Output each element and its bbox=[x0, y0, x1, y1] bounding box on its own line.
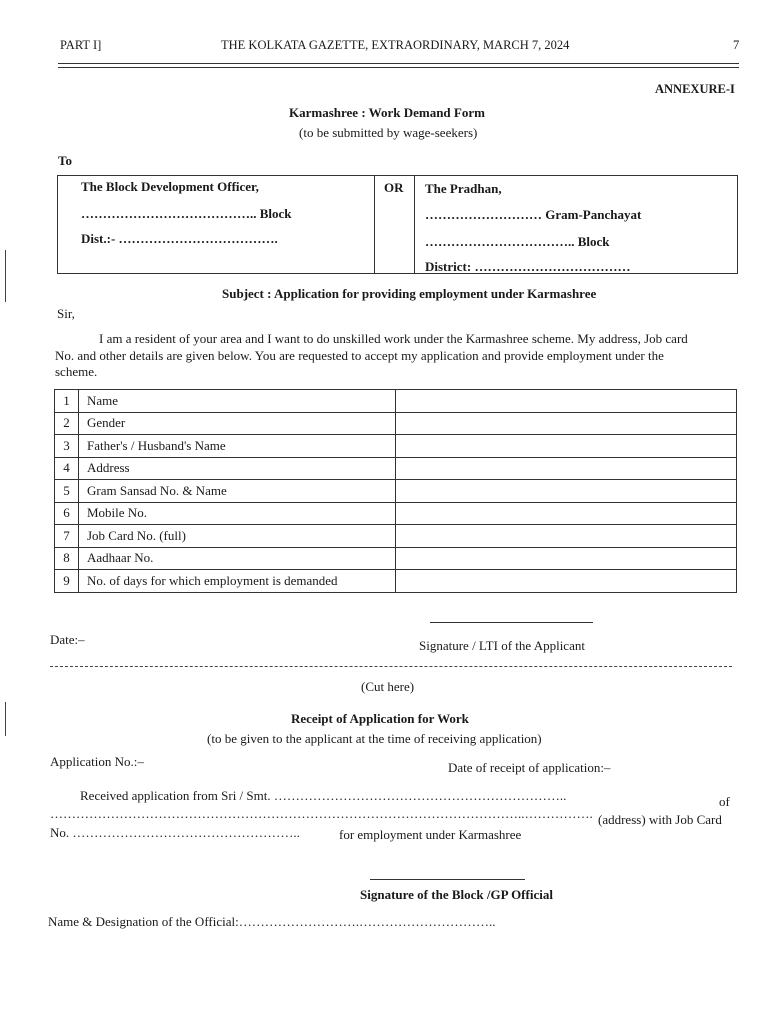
row-number: 9 bbox=[55, 570, 79, 593]
row-label: Address bbox=[79, 457, 396, 480]
body-line-1: I am a resident of your area and I want to do unskilled work under the Karmashree scheme. My address, Job card bbox=[99, 331, 688, 346]
gender-value-cell[interactable] bbox=[396, 412, 737, 435]
form-title: Karmashree : Work Demand Form bbox=[289, 105, 485, 120]
job-card-value-cell[interactable] bbox=[396, 525, 737, 548]
official-signature-label: Signature of the Block /GP Official bbox=[360, 887, 553, 902]
row-number: 4 bbox=[55, 457, 79, 480]
row-label: Gram Sansad No. & Name bbox=[79, 480, 396, 503]
row-label: Job Card No. (full) bbox=[79, 525, 396, 548]
row-label: Father's / Husband's Name bbox=[79, 435, 396, 458]
row-number: 3 bbox=[55, 435, 79, 458]
gram-sansad-value-cell[interactable] bbox=[396, 480, 737, 503]
addressee-divider-left bbox=[374, 176, 375, 273]
page-number: 7 bbox=[733, 38, 740, 52]
header-rule-bottom bbox=[58, 67, 739, 68]
or-label: OR bbox=[384, 180, 404, 195]
job-card-number-field: No. …………………………………………….. bbox=[50, 825, 300, 840]
received-of: of bbox=[719, 794, 730, 809]
row-number: 2 bbox=[55, 412, 79, 435]
table-row bbox=[55, 525, 737, 548]
application-number-label: Application No.:– bbox=[50, 754, 144, 769]
bdo-label: The Block Development Officer, bbox=[81, 179, 259, 194]
table-row bbox=[55, 547, 737, 570]
scan-margin-mark bbox=[5, 250, 6, 302]
addressee-divider-right bbox=[414, 176, 415, 273]
table-row bbox=[55, 480, 737, 503]
row-number: 8 bbox=[55, 547, 79, 570]
to-label: To bbox=[58, 153, 72, 168]
annexure-label: ANNEXURE-I bbox=[655, 82, 735, 96]
applicant-signature-line bbox=[430, 622, 593, 623]
salutation: Sir, bbox=[57, 306, 75, 321]
applicant-details-table bbox=[54, 389, 737, 593]
name-value-cell[interactable] bbox=[396, 390, 737, 413]
table-row bbox=[55, 390, 737, 413]
aadhaar-value-cell[interactable] bbox=[396, 547, 737, 570]
receipt-date-label: Date of receipt of application:– bbox=[448, 760, 611, 775]
receipt-subtitle: (to be given to the applicant at the time of receiving application) bbox=[207, 731, 542, 746]
table-row bbox=[55, 457, 737, 480]
header-rule-top bbox=[58, 63, 739, 64]
pradhan-block-field: …………………………….. Block bbox=[425, 234, 610, 249]
subject-line: Subject : Application for providing employment under Karmashree bbox=[222, 286, 597, 301]
cut-line bbox=[50, 666, 732, 667]
row-number: 5 bbox=[55, 480, 79, 503]
received-from-line: Received application from Sri / Smt. ………………………………………………………….. bbox=[80, 788, 567, 803]
date-label: Date:– bbox=[50, 632, 85, 647]
table-row bbox=[55, 570, 737, 593]
mobile-value-cell[interactable] bbox=[396, 502, 737, 525]
form-subtitle: (to be submitted by wage-seekers) bbox=[299, 125, 478, 140]
father-husband-name-value-cell[interactable] bbox=[396, 435, 737, 458]
row-number: 1 bbox=[55, 390, 79, 413]
row-label: Gender bbox=[79, 412, 396, 435]
bdo-district-field: Dist.:- ………………………………. bbox=[81, 231, 278, 246]
address-job-card-text: (address) with Job Card bbox=[598, 812, 722, 827]
scan-margin-mark bbox=[5, 702, 6, 736]
row-label: Name bbox=[79, 390, 396, 413]
part-label: PART I] bbox=[60, 38, 102, 52]
table-row bbox=[55, 502, 737, 525]
row-number: 6 bbox=[55, 502, 79, 525]
body-line-2: No. and other details are given below. You are requested to accept my application and provide employment under the bbox=[55, 348, 664, 363]
gram-panchayat-field: ……………………… Gram-Panchayat bbox=[425, 207, 642, 222]
bdo-block-field: ………………………………….. Block bbox=[81, 206, 292, 221]
row-label: No. of days for which employment is demanded bbox=[79, 570, 396, 593]
gazette-title: THE KOLKATA GAZETTE, EXTRAORDINARY, MARCH 7, 2024 bbox=[221, 38, 570, 52]
row-number: 7 bbox=[55, 525, 79, 548]
official-signature-line bbox=[370, 879, 525, 880]
table-row bbox=[55, 435, 737, 458]
address-value-cell[interactable] bbox=[396, 457, 737, 480]
table-row bbox=[55, 412, 737, 435]
applicant-signature-label: Signature / LTI of the Applicant bbox=[419, 638, 585, 653]
address-dots: ………………………………………………………………………………………………..……………. bbox=[50, 806, 593, 821]
cut-here-label: (Cut here) bbox=[361, 679, 415, 694]
official-name-designation: Name & Designation of the Official:……………………….………………………….. bbox=[48, 914, 496, 929]
row-label: Aadhaar No. bbox=[79, 547, 396, 570]
district-field: District: ……………………………… bbox=[425, 259, 631, 274]
body-line-3: scheme. bbox=[55, 364, 98, 379]
days-demanded-value-cell[interactable] bbox=[396, 570, 737, 593]
employment-text: for employment under Karmashree bbox=[339, 827, 522, 842]
row-label: Mobile No. bbox=[79, 502, 396, 525]
receipt-title: Receipt of Application for Work bbox=[291, 711, 469, 726]
pradhan-label: The Pradhan, bbox=[425, 181, 502, 196]
